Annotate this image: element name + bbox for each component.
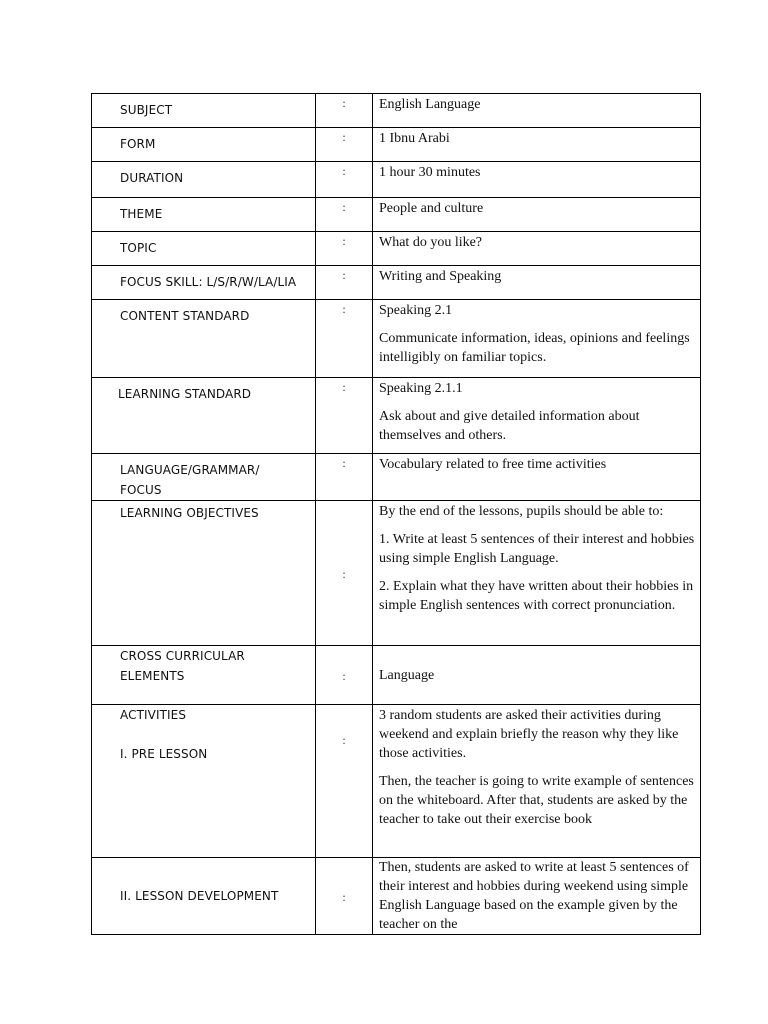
row-lesson-development	[92, 858, 701, 935]
form-label: FORM	[120, 137, 156, 151]
theme-value: People and culture	[379, 201, 484, 216]
row-cross-curricular	[92, 646, 701, 705]
focus-skill-value: Writing and Speaking	[379, 269, 502, 284]
language-focus-colon: :	[342, 456, 346, 470]
form-colon: :	[342, 130, 346, 144]
learning-standard-value	[373, 378, 700, 445]
row-topic	[92, 232, 701, 266]
cross-curricular-label	[92, 646, 315, 686]
theme-colon: :	[342, 200, 346, 214]
subject-colon: :	[342, 96, 346, 110]
learning-objectives-colon: :	[342, 566, 346, 581]
cross-curricular-label-line2: ELEMENTS	[120, 669, 185, 683]
focus-skill-colon: :	[342, 268, 346, 282]
activities-label: ACTIVITIES	[120, 708, 187, 722]
language-focus-label-line1: LANGUAGE/GRAMMAR/	[120, 463, 260, 477]
row-duration	[92, 162, 701, 198]
pre-lesson-step-1: 3 random students are asked their activities during weekend and explain briefly the reason why they like those activities.	[379, 708, 679, 761]
topic-label: TOPIC	[120, 241, 157, 255]
learning-standard-label: LEARNING STANDARD	[118, 387, 252, 401]
focus-skill-label: FOCUS SKILL: L/S/R/W/LA/LIA	[120, 275, 297, 289]
theme-label: THEME	[120, 207, 163, 221]
duration-colon: :	[342, 164, 346, 178]
activities-label-group	[92, 705, 315, 764]
learning-objective-2: 2. Explain what they have written about their hobbies in simple English sentences with correct pronunciation.	[379, 579, 694, 613]
subject-label: SUBJECT	[120, 103, 173, 117]
learning-objective-1: 1. Write at least 5 sentences of their interest and hobbies using simple English Language.	[379, 532, 695, 566]
row-subject	[92, 94, 701, 128]
topic-value: What do you like?	[379, 235, 483, 250]
row-theme	[92, 198, 701, 232]
row-focus-skill	[92, 266, 701, 300]
content-standard-code: Speaking 2.1	[379, 303, 453, 318]
row-language-focus	[92, 454, 701, 501]
learning-objectives-value	[373, 501, 700, 615]
content-standard-label: CONTENT STANDARD	[120, 309, 250, 323]
row-learning-objectives	[92, 501, 701, 646]
content-standard-colon: :	[342, 302, 346, 316]
row-content-standard	[92, 300, 701, 378]
topic-colon: :	[342, 234, 346, 248]
pre-lesson-step-2: Then, the teacher is going to write example of sentences on the whiteboard. After that, students are asked by the teacher to take out their exercise book	[379, 774, 694, 827]
activities-colon: :	[342, 733, 346, 747]
language-focus-label-line2: FOCUS	[120, 483, 162, 497]
learning-objectives-intro: By the end of the lessons, pupils should be able to:	[379, 504, 664, 519]
cross-curricular-value: Language	[379, 668, 435, 683]
learning-standard-code: Speaking 2.1.1	[379, 381, 463, 396]
subject-value: English Language	[379, 97, 481, 112]
row-activities	[92, 705, 701, 858]
lesson-development-label: II. LESSON DEVELOPMENT	[120, 889, 279, 903]
form-value: 1 Ibnu Arabi	[379, 131, 450, 146]
learning-standard-colon: :	[342, 380, 346, 394]
learning-objectives-label: LEARNING OBJECTIVES	[120, 506, 259, 520]
language-focus-label	[92, 454, 315, 500]
learning-standard-text: Ask about and give detailed information about themselves and others.	[379, 409, 640, 443]
pre-lesson-label: I. PRE LESSON	[120, 747, 208, 761]
duration-label: DURATION	[120, 171, 184, 185]
cross-curricular-label-line1: CROSS CURRICULAR	[120, 649, 245, 663]
cross-curricular-colon: :	[342, 668, 346, 683]
row-learning-standard	[92, 378, 701, 454]
language-focus-value: Vocabulary related to free time activities	[379, 457, 607, 472]
duration-value: 1 hour 30 minutes	[379, 165, 481, 180]
lesson-development-colon: :	[342, 889, 346, 904]
activities-value	[373, 705, 700, 829]
content-standard-text: Communicate information, ideas, opinions and feelings intelligibly on familiar topics.	[379, 331, 690, 365]
row-form	[92, 128, 701, 162]
content-standard-value	[373, 300, 700, 367]
lesson-plan-table	[91, 93, 701, 935]
lesson-development-value: Then, students are asked to write at least 5 sentences of their interest and hobbies during weekend using simple English Language based on the example given by the teacher on the	[379, 860, 689, 932]
